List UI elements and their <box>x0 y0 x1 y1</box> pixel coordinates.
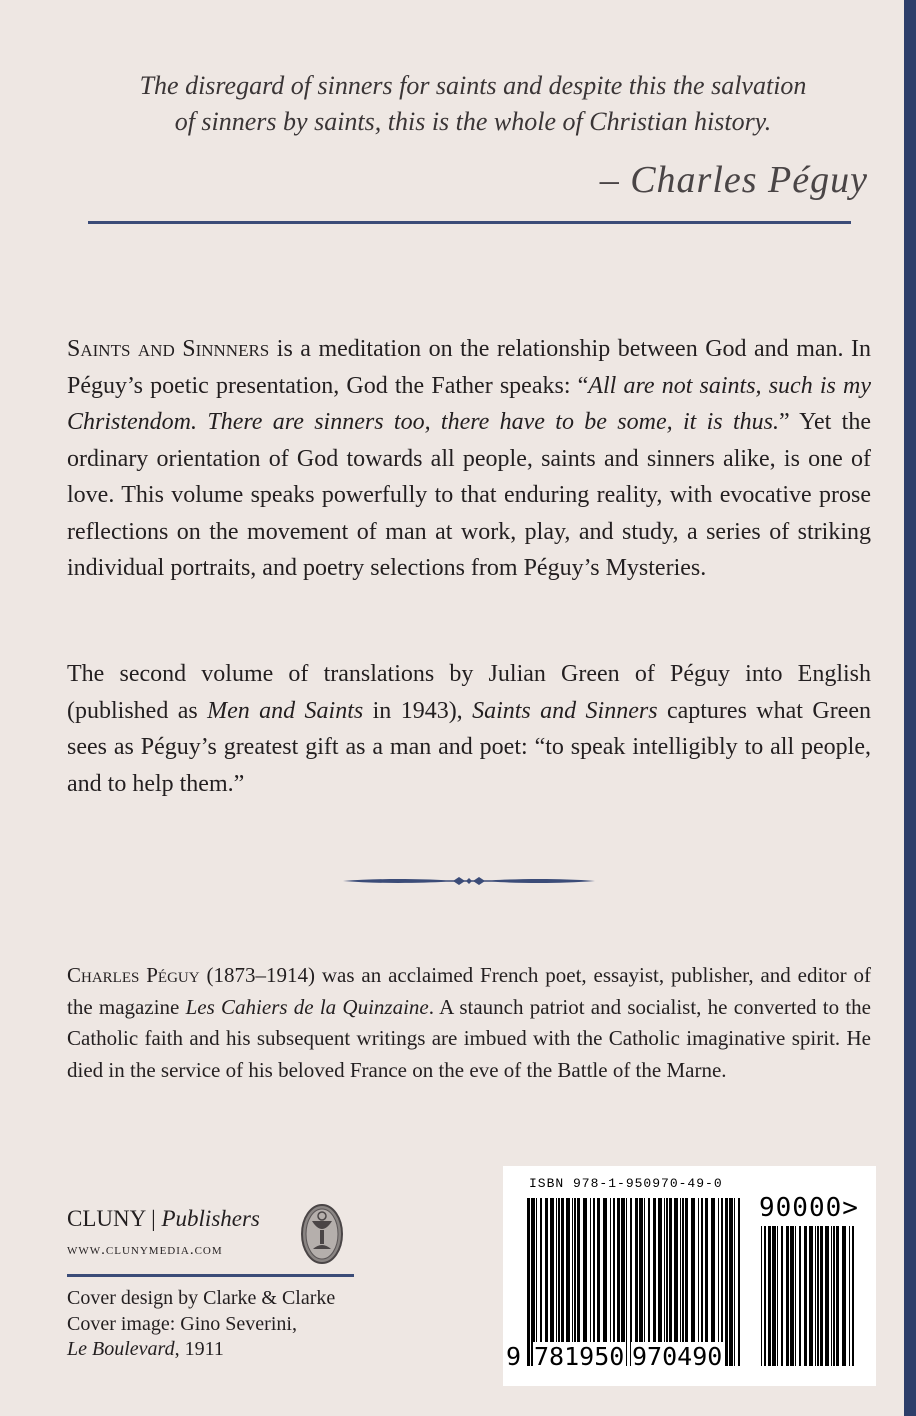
barcode-bar <box>772 1226 776 1366</box>
cover-credits <box>67 1286 335 1363</box>
barcode-bar <box>556 1198 557 1366</box>
barcode-bar <box>577 1198 580 1366</box>
barcode-bar <box>852 1226 854 1366</box>
barcode-bar <box>721 1198 723 1366</box>
blurb2-text-b: in 1943), <box>363 697 473 724</box>
publisher-brand: CLUNY <box>67 1206 146 1231</box>
barcode-bar <box>804 1226 807 1366</box>
barcode-bar <box>531 1198 535 1366</box>
blurb2-italic-a: Men and Saints <box>207 697 364 724</box>
barcode-bar <box>833 1226 835 1366</box>
blurb1-italic-quote: All are not saints, such is my Christendom. There are sinners too, there have to be some, it is thus. <box>67 372 871 435</box>
ornament-divider <box>341 872 597 890</box>
bio-text-b: . A staunch patriot and socialist, he converted to the Catholic faith and his subsequent writings are imbued with the Catholic imaginative spirit. He died in the service of his beloved France on the eve of the Battle of the Marne. <box>67 994 872 1082</box>
quote-divider-rule <box>88 221 851 224</box>
blurb1-text-b: ” Yet the ordinary orientation of God towards all people, saints and sinners alike, is one of love. This volume speaks powerfully to that enduring reality, with evocative prose reflections on the movement of man at work, play, and study, a series of striking individual portraits, and poetry selections from Péguy’s Mysteries. <box>67 409 871 581</box>
barcode-bar <box>590 1198 591 1366</box>
barcode-digits-right: 970490 <box>632 1342 723 1371</box>
bio-magazine-title: Les Cahiers de la Quinzaine <box>185 994 429 1019</box>
barcode-bar <box>734 1198 735 1366</box>
barcode-bar <box>698 1198 699 1366</box>
barcode-bar <box>617 1198 620 1366</box>
barcode-bar <box>786 1226 789 1366</box>
barcode-bar <box>593 1198 595 1366</box>
barcode-bar <box>572 1198 573 1366</box>
barcode-bar <box>540 1198 542 1366</box>
barcode-bar <box>781 1226 783 1366</box>
barcode-bar <box>817 1226 819 1366</box>
barcode-bar <box>669 1198 672 1366</box>
barcode-bar <box>536 1198 537 1366</box>
publisher-separator: | <box>145 1206 162 1231</box>
barcode-bar <box>613 1198 615 1366</box>
publisher-divider-rule <box>67 1274 354 1277</box>
barcode-bar <box>849 1226 850 1366</box>
blurb2-italic-b: Saints and Sinners <box>472 697 658 724</box>
barcode-bar <box>566 1198 570 1366</box>
barcode-bar <box>674 1198 678 1366</box>
barcode-bar <box>653 1198 656 1366</box>
barcode-bar <box>768 1226 771 1366</box>
epigraph-line-1: The disregard of sinners for saints and despite this the salvation <box>139 71 807 100</box>
artwork-credit <box>67 1337 335 1363</box>
blurb2-text-c: captures what Green sees as Péguy’s greatest gift as a man and poet: “to speak intelligibly to all people, and to help them.” <box>67 697 871 797</box>
barcode-bar <box>815 1226 816 1366</box>
barcode-bar <box>825 1226 829 1366</box>
barcode-bar <box>729 1198 733 1366</box>
barcode-bar <box>574 1198 576 1366</box>
description-paragraph-2 <box>67 656 871 802</box>
barcode-bar <box>597 1198 600 1366</box>
barcode-bar <box>701 1198 703 1366</box>
barcode-bar <box>639 1198 643 1366</box>
barcode-bar <box>682 1198 684 1366</box>
barcode-bar <box>664 1198 665 1366</box>
artwork-year: , 1911 <box>174 1338 224 1360</box>
barcode-bar <box>725 1198 728 1366</box>
barcode-bar <box>761 1226 762 1366</box>
barcode-bar <box>790 1226 794 1366</box>
book-title-smallcaps: Saints and Sinnners <box>67 336 270 362</box>
barcode-bar <box>809 1226 813 1366</box>
barcode-bar <box>648 1198 650 1366</box>
barcode-bar <box>610 1198 611 1366</box>
barcode-bar <box>658 1198 662 1366</box>
description-paragraph-1 <box>67 331 871 587</box>
barcode-bar <box>527 1198 530 1366</box>
barcode-bar <box>831 1226 832 1366</box>
barcode-bar <box>718 1198 719 1366</box>
barcode-bar <box>799 1226 801 1366</box>
barcode-bar <box>550 1198 554 1366</box>
barcode-digits-left: 781950 <box>534 1342 625 1371</box>
barcode-bar <box>644 1198 645 1366</box>
chalice-seal-icon <box>300 1203 344 1265</box>
publisher-name <box>67 1206 260 1232</box>
barcode-bar <box>795 1226 796 1366</box>
barcode-bar <box>836 1226 839 1366</box>
barcode-bar <box>738 1198 740 1366</box>
barcode-bar <box>820 1226 823 1366</box>
barcode-bar <box>691 1198 695 1366</box>
price-addon-code: 90000> <box>759 1193 859 1223</box>
cover-image-credit: Cover image: Gino Severini, <box>67 1312 297 1335</box>
isbn-label: ISBN 978-1-950970-49-0 <box>529 1176 723 1191</box>
barcode-bar <box>764 1226 766 1366</box>
epigraph-line-2: of sinners by saints, this is the whole of Christian history. <box>174 107 772 136</box>
publisher-website: www.clunymedia.com <box>67 1242 223 1258</box>
barcode-bar <box>545 1198 548 1366</box>
barcode-bar <box>842 1226 846 1366</box>
barcode-bar <box>621 1198 625 1366</box>
author-name-smallcaps: Charles Péguy <box>67 963 200 987</box>
barcode-digit-first: 9 <box>506 1342 522 1371</box>
barcode-bar <box>685 1198 688 1366</box>
artwork-title: Le Boulevard <box>67 1338 175 1360</box>
spine-edge <box>904 0 916 1416</box>
epigraph-attribution: – Charles Péguy <box>599 159 868 201</box>
barcode-bar <box>630 1198 632 1366</box>
author-bio <box>67 960 871 1086</box>
barcode-bar <box>603 1198 607 1366</box>
barcode-bar <box>626 1198 627 1366</box>
barcode-bar <box>777 1226 778 1366</box>
barcode-bar <box>561 1198 564 1366</box>
blurb2-text-a: The second volume of translations by Julian Green of Péguy into English (published as <box>67 661 871 724</box>
publisher-tagline: Publishers <box>161 1206 260 1231</box>
blurb1-text-a: is a meditation on the relationship between God and man. In Péguy’s poetic presentation, God the Father speaks: “ <box>67 336 872 399</box>
barcode-bar <box>558 1198 560 1366</box>
barcode-bar <box>705 1198 708 1366</box>
barcode-bar <box>583 1198 587 1366</box>
barcode-bar <box>680 1198 681 1366</box>
barcode-bar <box>666 1198 668 1366</box>
cover-design-credit: Cover design by Clarke & Clarke <box>67 1287 336 1309</box>
barcode-digits <box>503 1342 753 1372</box>
isbn-barcode <box>503 1166 876 1386</box>
epigraph-quote <box>88 68 858 140</box>
bio-text-a: (1873–1914) was an acclaimed French poet, essayist, publisher, and editor of the magazine <box>67 963 872 1019</box>
barcode-bar <box>635 1198 638 1366</box>
barcode-bar <box>711 1198 715 1366</box>
